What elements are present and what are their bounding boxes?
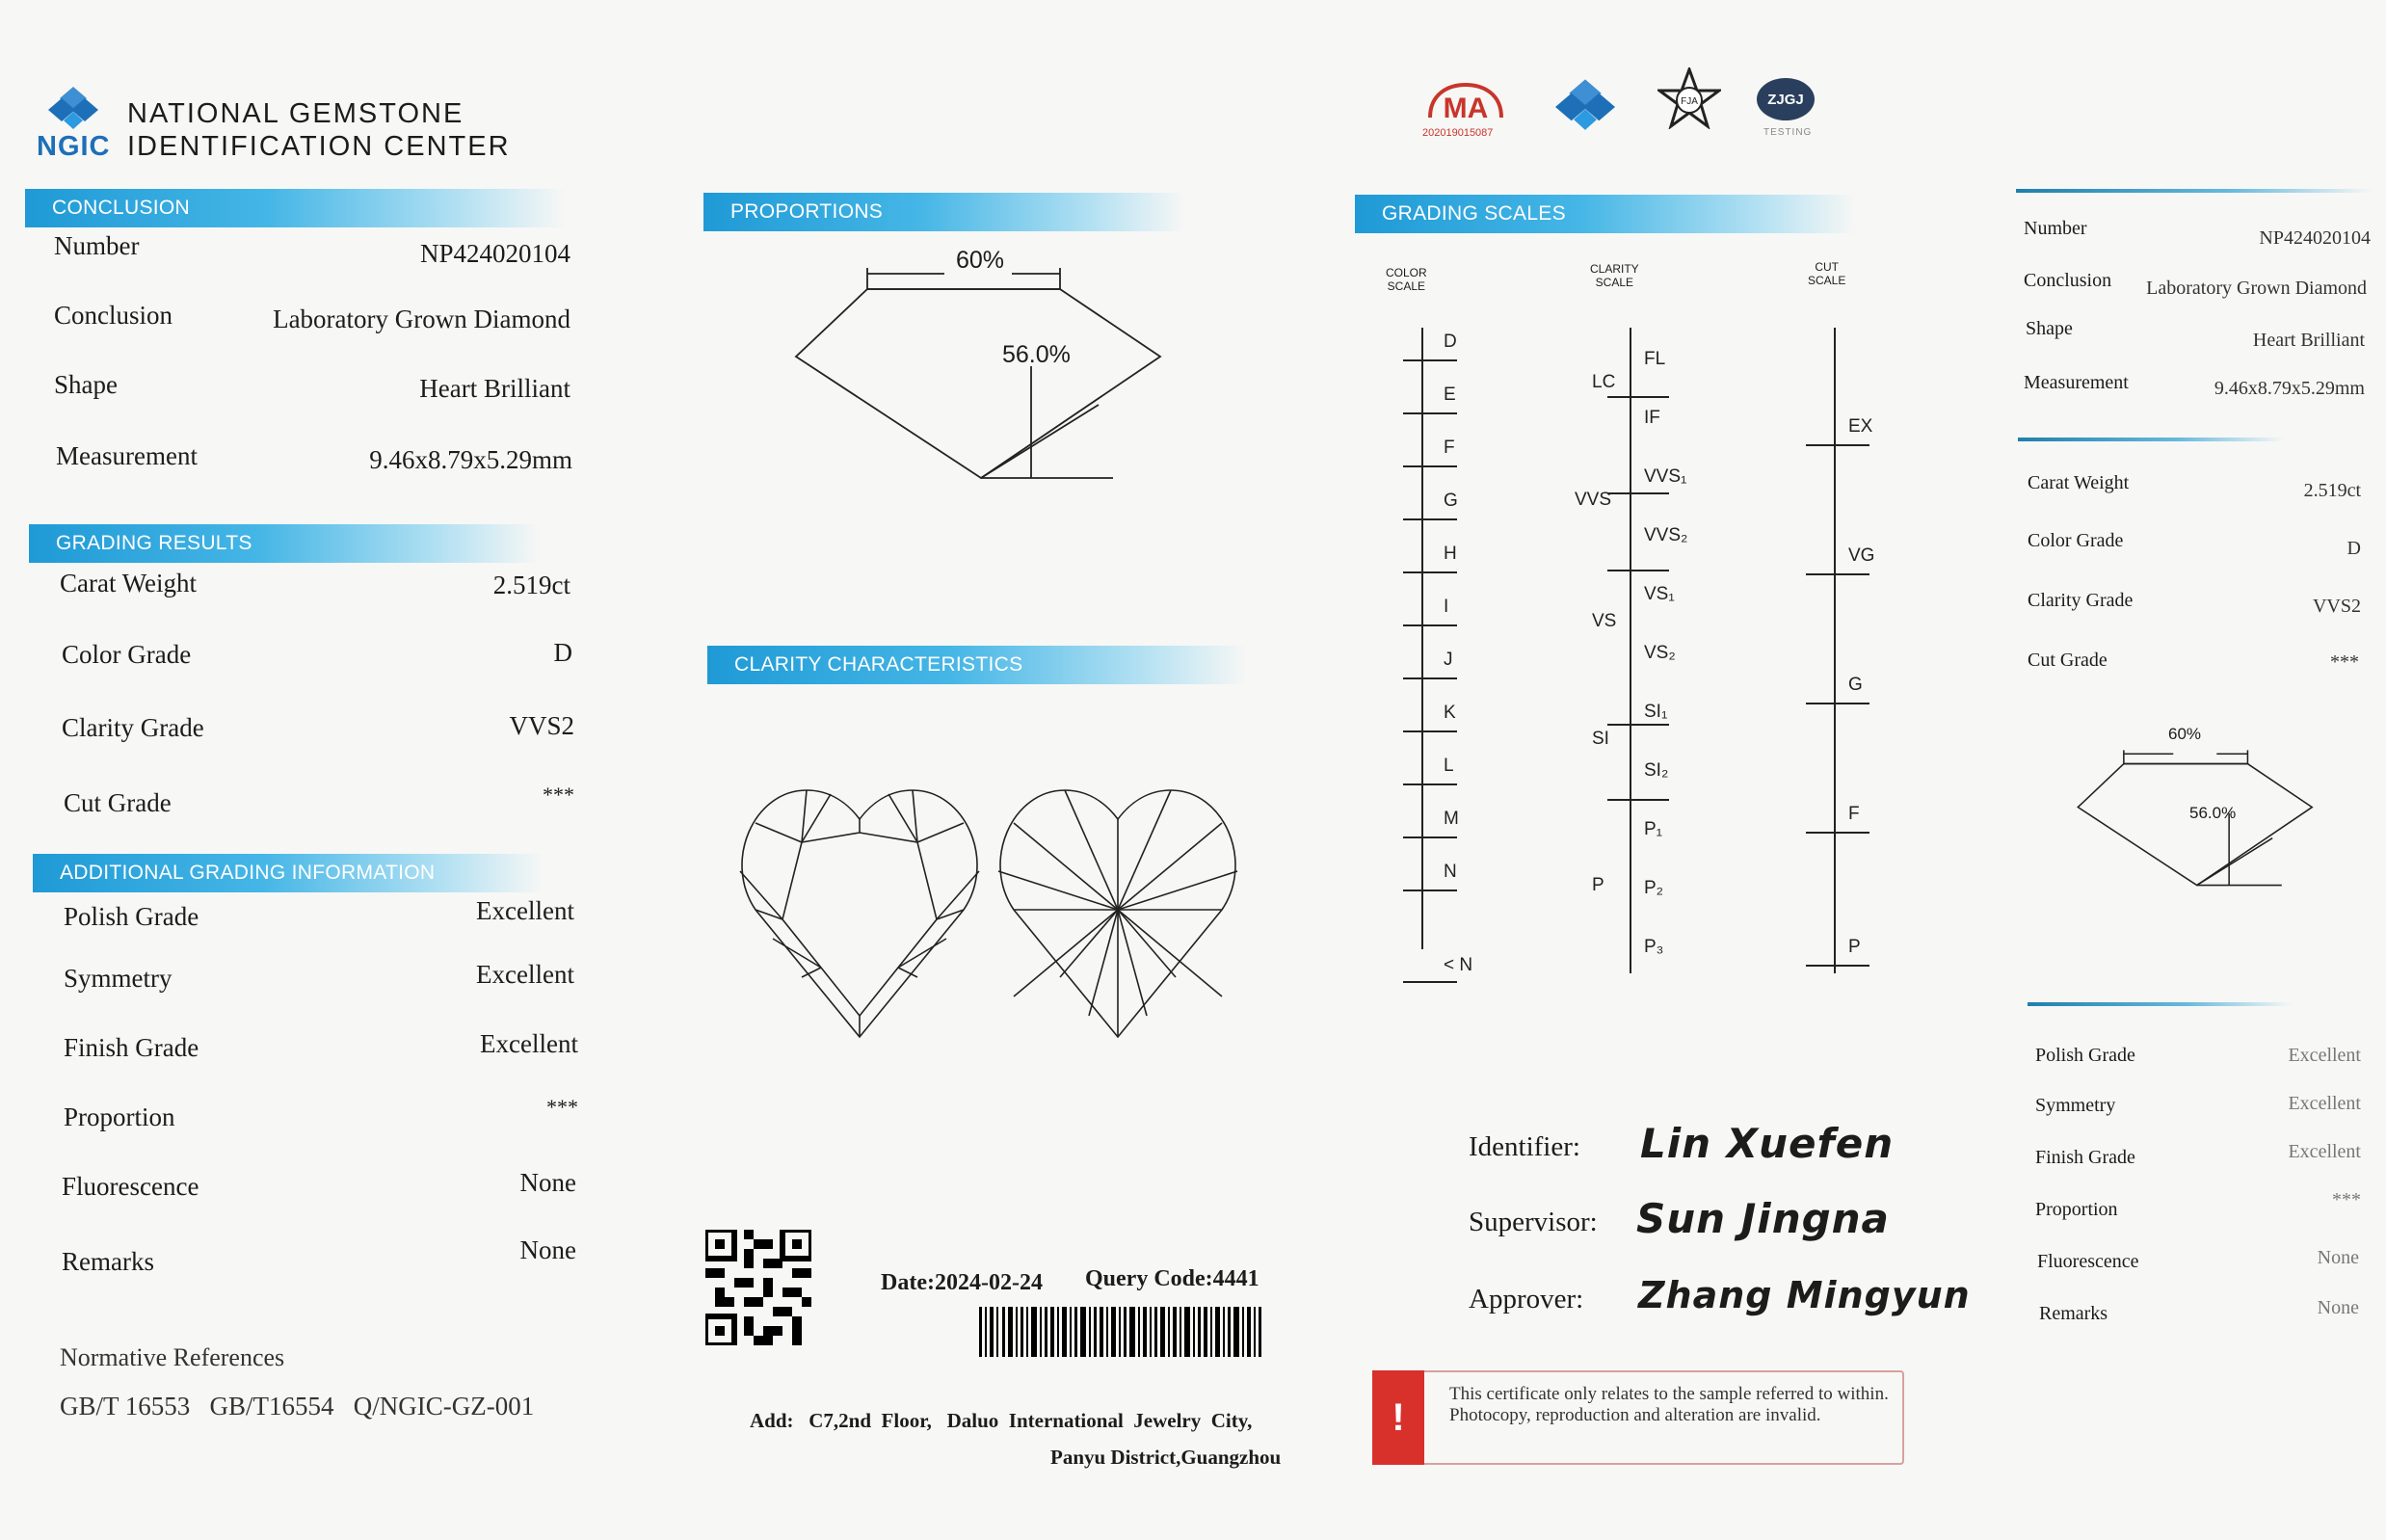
summary-label: Color Grade xyxy=(2028,530,2124,551)
query-code: Query Code:4441 xyxy=(1085,1266,1259,1291)
color-grade-label: < N xyxy=(1444,955,1473,975)
grading-scales-banner: GRADING SCALES xyxy=(1355,195,1856,233)
normative-heading: Normative References xyxy=(60,1343,285,1371)
color-grade-label: G xyxy=(1444,491,1458,511)
zjgj-sub: TESTING xyxy=(1763,127,1813,138)
ngic-logo xyxy=(44,85,102,135)
notice-box xyxy=(1372,1370,1904,1465)
grading-value: 2.519ct xyxy=(492,571,570,599)
cut-grade-label: EX xyxy=(1848,416,1873,437)
conclusion-value: Laboratory Grown Diamond xyxy=(273,305,570,333)
proportions-depth-pct: 56.0% xyxy=(1002,341,1071,368)
heart-crown-diagram xyxy=(734,784,985,1045)
normative-refs: GB/T 16553 GB/T16554 Q/NGIC-GZ-001 xyxy=(60,1392,535,1421)
cut-grade-label: F xyxy=(1848,804,1860,824)
conclusion-value: NP424020104 xyxy=(419,239,570,268)
additional-value: Excellent xyxy=(476,896,574,925)
summary-value: Excellent xyxy=(2288,1045,2361,1066)
grading-value: D xyxy=(553,638,572,667)
cut-scale-title: CUT SCALE xyxy=(1808,260,1846,287)
summary-table-pct: 60% xyxy=(2168,725,2202,743)
conclusion-value: 9.46x8.79x5.29mm xyxy=(369,445,572,474)
summary-label: Proportion xyxy=(2035,1199,2118,1220)
ma-number: 202019015087 xyxy=(1422,127,1494,139)
summary-value: 9.46x8.79x5.29mm xyxy=(2214,378,2365,399)
color-grade-label: I xyxy=(1444,597,1449,617)
grading-results-banner: GRADING RESULTS xyxy=(29,524,540,563)
clarity-grade-label: VVS₂ xyxy=(1644,525,1688,545)
summary-label: Clarity Grade xyxy=(2028,590,2134,611)
summary-label: Fluorescence xyxy=(2037,1251,2139,1272)
summary-label: Remarks xyxy=(2039,1303,2108,1324)
summary-value: *** xyxy=(2330,651,2359,673)
clarity-characteristics-banner: CLARITY CHARACTERISTICS xyxy=(707,646,1247,684)
color-grade-label: N xyxy=(1444,862,1457,882)
additional-value: None xyxy=(519,1235,576,1264)
issue-date: Date:2024-02-24 xyxy=(881,1270,1043,1295)
clarity-group-label: SI xyxy=(1592,729,1609,749)
clarity-grade-label: FL xyxy=(1644,349,1666,369)
color-grade-label: M xyxy=(1444,809,1459,829)
fja-text: FJA xyxy=(1681,96,1698,107)
summary-label: Number xyxy=(2024,218,2087,239)
identifier-signature: Lin Xuefen xyxy=(1640,1120,1895,1167)
summary-value: D xyxy=(2346,538,2361,559)
summary-depth-pct: 56.0% xyxy=(2189,804,2237,822)
summary-divider-mid xyxy=(2018,438,2284,441)
additional-label: Remarks xyxy=(62,1247,154,1276)
color-grade-label: L xyxy=(1444,756,1454,776)
conclusion-label: Conclusion xyxy=(54,301,173,330)
summary-divider-bottom xyxy=(2028,1002,2292,1006)
clarity-group-label: LC xyxy=(1592,372,1616,392)
heart-pavilion-diagram xyxy=(993,784,1243,1045)
summary-value: Laboratory Grown Diamond xyxy=(2146,278,2367,299)
clarity-grade-label: VS₁ xyxy=(1644,584,1675,604)
conclusion-banner: CONCLUSION xyxy=(25,189,565,227)
warning-icon: ! xyxy=(1372,1370,1424,1465)
qr-code[interactable] xyxy=(705,1230,811,1345)
clarity-grade-label: SI₁ xyxy=(1644,702,1668,722)
color-grade-label: K xyxy=(1444,703,1456,723)
summary-label: Finish Grade xyxy=(2035,1147,2135,1168)
summary-value: None xyxy=(2317,1247,2359,1268)
conclusion-value: Heart Brilliant xyxy=(419,374,570,403)
grading-label: Cut Grade xyxy=(64,788,172,817)
approver-label: Approver: xyxy=(1469,1284,1584,1314)
clarity-group-label: VS xyxy=(1592,611,1617,631)
additional-value: Excellent xyxy=(480,1029,578,1058)
summary-label: Cut Grade xyxy=(2028,650,2108,671)
color-grade-label: D xyxy=(1444,332,1457,352)
clarity-group-label: VVS xyxy=(1575,490,1612,510)
color-grade-label: J xyxy=(1444,650,1453,670)
proportions-table-pct: 60% xyxy=(956,247,1005,274)
approver-signature: Zhang Mingyun xyxy=(1638,1274,1971,1316)
brand-name-line1: NATIONAL GEMSTONE xyxy=(127,98,464,129)
color-scale-title: COLOR SCALE xyxy=(1386,266,1427,293)
summary-label: Measurement xyxy=(2024,372,2129,393)
grading-label: Carat Weight xyxy=(60,569,198,597)
cut-grade-label: P xyxy=(1848,937,1861,957)
summary-label: Carat Weight xyxy=(2028,472,2130,493)
additional-value: Excellent xyxy=(476,960,574,989)
brand-name-line2: IDENTIFICATION CENTER xyxy=(127,131,511,162)
clarity-grade-label: P₂ xyxy=(1644,878,1664,898)
summary-label: Shape xyxy=(2026,318,2073,339)
zjgj-logo xyxy=(1754,75,1817,123)
clarity-grade-label: VVS₁ xyxy=(1644,466,1687,487)
grading-label: Clarity Grade xyxy=(62,713,204,742)
additional-label: Symmetry xyxy=(64,964,172,993)
barcode xyxy=(979,1307,1264,1357)
additional-value: *** xyxy=(546,1095,578,1119)
additional-label: Polish Grade xyxy=(64,902,199,931)
summary-value: *** xyxy=(2332,1189,2361,1210)
summary-value: 2.519ct xyxy=(2303,480,2361,501)
additional-banner: ADDITIONAL GRADING INFORMATION xyxy=(33,854,543,892)
summary-value: Heart Brilliant xyxy=(2252,330,2365,351)
summary-value: VVS2 xyxy=(2312,596,2361,617)
additional-label: Fluorescence xyxy=(62,1172,199,1201)
additional-label: Finish Grade xyxy=(64,1033,199,1062)
ma-text: MA xyxy=(1443,93,1489,124)
clarity-grade-label: P₃ xyxy=(1644,937,1664,957)
clarity-grade-label: VS₂ xyxy=(1644,643,1676,663)
zjgj-text: ZJGJ xyxy=(1767,92,1804,108)
grading-value: VVS2 xyxy=(509,711,574,740)
summary-value: None xyxy=(2317,1297,2359,1318)
notice-text: This certificate only relates to the sample referred to within. Photocopy, reproduction and alteration are invalid. xyxy=(1449,1384,1889,1425)
cut-grade-label: VG xyxy=(1848,545,1875,566)
summary-label: Symmetry xyxy=(2035,1095,2116,1116)
clarity-grade-label: IF xyxy=(1644,408,1660,428)
conclusion-label: Shape xyxy=(54,370,118,399)
color-grade-label: H xyxy=(1444,544,1457,564)
clarity-grade-label: P₁ xyxy=(1644,819,1663,839)
supervisor-label: Supervisor: xyxy=(1469,1207,1598,1237)
cut-grade-label: G xyxy=(1848,675,1863,695)
address-line1: Add: C7,2nd Floor, Daluo International Jewelry City, xyxy=(750,1409,1253,1432)
summary-divider-top xyxy=(2016,189,2373,193)
supervisor-signature: Sun Jingna xyxy=(1636,1195,1890,1242)
summary-label: Polish Grade xyxy=(2035,1045,2135,1066)
grading-scales-graphic xyxy=(1368,318,1908,983)
address-line2: Panyu District,Guangzhou xyxy=(1050,1446,1282,1469)
summary-value: Excellent xyxy=(2288,1141,2361,1162)
clarity-group-label: P xyxy=(1592,875,1604,895)
conclusion-label: Measurement xyxy=(56,441,198,470)
grading-value: *** xyxy=(543,783,574,807)
conclusion-label: Number xyxy=(54,231,140,260)
proportions-diagram xyxy=(781,241,1185,491)
color-grade-label: E xyxy=(1444,385,1456,405)
fja-logo xyxy=(1657,67,1721,129)
identifier-label: Identifier: xyxy=(1469,1131,1580,1162)
color-grade-label: F xyxy=(1444,438,1455,458)
brand-abbr: NGIC xyxy=(37,131,111,162)
grading-label: Color Grade xyxy=(62,640,192,669)
additional-value: None xyxy=(519,1168,576,1197)
summary-value: Excellent xyxy=(2288,1093,2361,1114)
clarity-scale-title: CLARITY SCALE xyxy=(1590,262,1639,289)
cnas-logo xyxy=(1550,77,1621,137)
proportions-banner: PROPORTIONS xyxy=(703,193,1185,231)
additional-label: Proportion xyxy=(64,1102,175,1131)
summary-label: Conclusion xyxy=(2024,270,2112,291)
clarity-grade-label: SI₂ xyxy=(1644,760,1669,781)
summary-value: NP424020104 xyxy=(2259,227,2371,249)
